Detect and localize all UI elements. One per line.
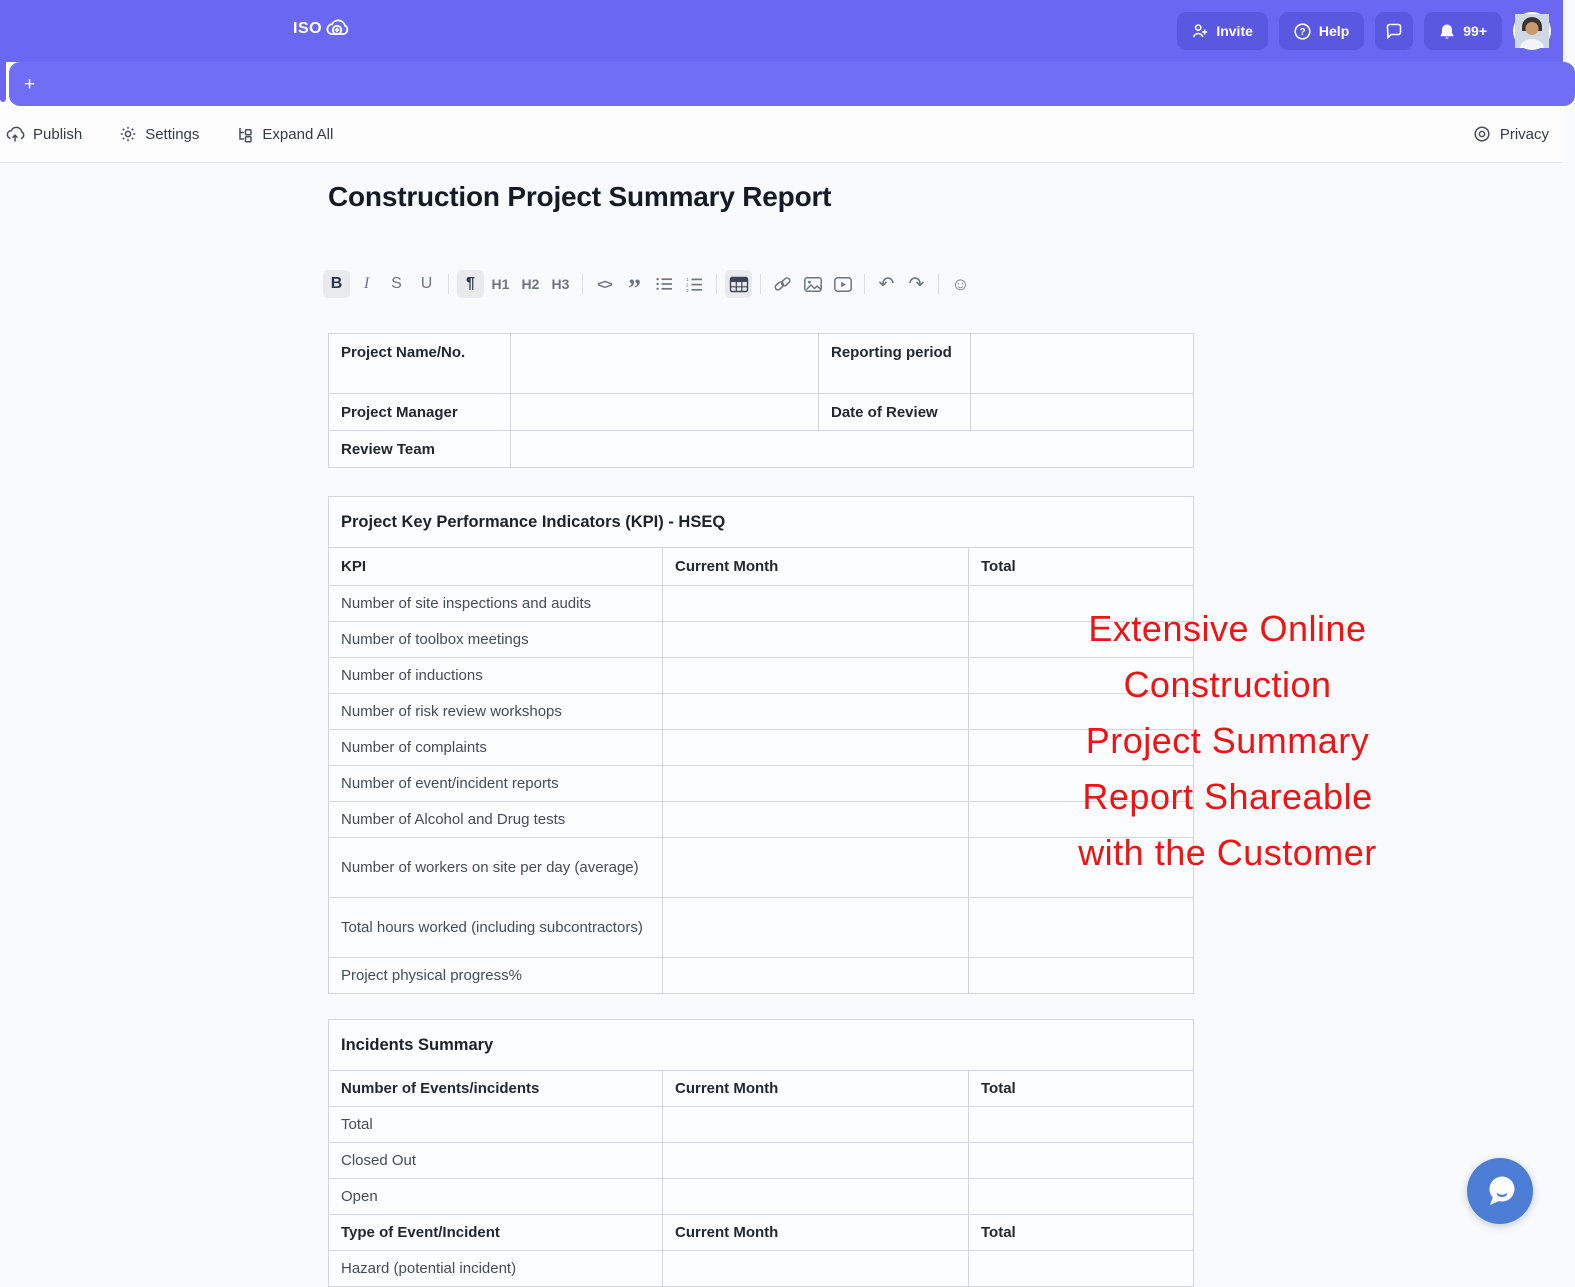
chat-bubble-icon [1385,22,1403,40]
table-row [329,1179,1194,1215]
table-row [329,1107,1194,1143]
table-row [329,622,1194,658]
gear-icon [119,125,137,143]
eye-icon [1472,126,1492,142]
annotation-line: Extensive Online [1088,608,1367,649]
toolbar-separator [864,274,865,294]
kpi-value-cell[interactable] [969,802,1194,838]
column-header: Total [969,1071,1194,1107]
column-header: Current Month [663,1215,969,1251]
kpi-label: Number of inductions [329,658,663,694]
doc-toolbar [0,106,1563,163]
rich-text-toolbar [323,270,1193,303]
toolbar-separator [938,274,939,294]
incident-label: Open [329,1179,663,1215]
table-row [329,334,1194,394]
incident-value-cell[interactable] [969,1107,1194,1143]
column-header: Total [969,548,1194,586]
column-header: Number of Events/incidents [329,1071,663,1107]
incident-label: Closed Out [329,1143,663,1179]
blockquote-button[interactable]: ” [628,274,641,303]
kpi-table-caption: Project Key Performance Indicators (KPI) - HSEQ [329,497,1194,548]
kpi-table [328,496,1194,994]
table-row [329,1251,1194,1287]
image-button[interactable] [799,270,826,298]
kpi-value-cell[interactable] [663,766,969,802]
table-header-row [329,1071,1194,1107]
column-header: Type of Event/Incident [329,1215,663,1251]
notifications-button[interactable] [1424,12,1502,50]
doc-tab-bar [0,62,1563,106]
redo-button[interactable]: ↷ [908,273,925,295]
user-avatar[interactable] [1513,12,1551,50]
new-tab-button[interactable]: + [24,73,36,95]
incident-label: Hazard (potential incident) [329,1251,663,1287]
page-title: Construction Project Summary Report [328,181,832,212]
table-row [329,394,1194,431]
person-plus-icon [1192,23,1208,39]
table-row [329,1143,1194,1179]
info-label: Reporting period [819,334,971,394]
table-row [329,730,1194,766]
annotation-line: Report Shareable [1082,776,1373,817]
annotation-line: with the Customer [1078,832,1377,873]
heading2-button[interactable]: H2 [521,276,540,292]
app-logo [293,17,353,41]
top-app-bar [0,0,1563,62]
kpi-value-cell[interactable] [663,658,969,694]
privacy-label: Privacy [1499,125,1549,143]
info-value-cell[interactable] [511,394,819,431]
table-caption-row [329,497,1194,548]
table-button[interactable] [725,270,752,298]
info-label: Date of Review [819,394,971,431]
table-caption-row [329,1020,1194,1071]
kpi-value-cell[interactable] [969,898,1194,958]
table-row [329,802,1194,838]
notifications-badge: 99+ [1463,23,1487,39]
kpi-value-cell[interactable] [969,694,1194,730]
code-button[interactable]: <> [597,276,612,292]
video-button[interactable] [829,270,856,298]
svg-text:1: 1 [686,276,689,282]
kpi-label: Number of toolbox meetings [329,622,663,658]
comments-button[interactable] [1375,12,1413,50]
heading3-button[interactable]: H3 [551,276,570,292]
chat-smiley-bubble-icon [1480,1171,1520,1211]
heading1-button[interactable]: H1 [491,276,510,292]
topbar-actions [1177,12,1563,50]
info-label: Project Name/No. [329,334,511,394]
table-row [329,431,1194,468]
info-label: Project Manager [329,394,511,431]
table-row [329,766,1194,802]
numbered-list-button[interactable] [681,270,708,298]
kpi-value-cell[interactable] [663,730,969,766]
underline-button[interactable]: U [420,275,433,292]
table-row [329,586,1194,622]
kpi-value-cell[interactable] [663,898,969,958]
annotation-line: Construction [1123,664,1332,705]
toolbar-separator [448,274,449,294]
info-value-cell[interactable] [971,394,1194,431]
kpi-label: Number of Alcohol and Drug tests [329,802,663,838]
kpi-value-cell[interactable] [969,586,1194,622]
info-value-cell[interactable] [511,334,819,394]
strikethrough-button[interactable]: S [391,275,402,292]
paragraph-button[interactable]: ¶ [457,270,484,298]
kpi-value-cell[interactable] [663,622,969,658]
incident-value-cell[interactable] [969,1251,1194,1287]
kpi-value-cell[interactable] [969,730,1194,766]
expand-tree-icon [236,126,254,143]
kpi-label: Number of risk review workshops [329,694,663,730]
column-header: Total [969,1215,1194,1251]
table-row [329,658,1194,694]
expand-all-label: Expand All [262,125,334,143]
incident-label: Total [329,1107,663,1143]
table-row [329,898,1194,958]
kpi-value-cell[interactable] [969,658,1194,694]
info-value-cell[interactable] [511,431,1194,468]
active-doc-tab[interactable] [9,62,1575,106]
settings-label: Settings [145,125,200,143]
kpi-label: Project physical progress% [329,958,663,994]
table-row [329,958,1194,994]
invite-label: Invite [1216,23,1253,39]
italic-button[interactable]: I [363,275,370,292]
chat-launcher-button[interactable] [1467,1158,1533,1224]
toolbar-separator [716,274,717,294]
kpi-value-cell[interactable] [969,838,1194,898]
annotation-line: Project Summary [1085,720,1370,761]
undo-button[interactable]: ↶ [878,273,895,295]
incident-value-cell[interactable] [663,1251,969,1287]
kpi-value-cell[interactable] [969,958,1194,994]
kpi-value-cell[interactable] [663,586,969,622]
help-label: Help [1318,23,1350,39]
publish-label: Publish [33,125,83,143]
svg-text:?: ? [1299,26,1306,38]
svg-text:2: 2 [686,281,689,287]
bell-icon [1439,23,1455,40]
help-button[interactable] [1279,12,1364,50]
incident-value-cell[interactable] [969,1179,1194,1215]
settings-button[interactable] [119,125,199,143]
kpi-label: Number of event/incident reports [329,766,663,802]
column-header: KPI [329,548,663,586]
svg-text:3: 3 [686,287,689,293]
toolbar-separator [582,274,583,294]
table-row [329,838,1194,898]
document-body [328,180,1193,1287]
column-header: Current Month [663,1071,969,1107]
kpi-value-cell[interactable] [969,766,1194,802]
incidents-table-caption: Incidents Summary [329,1020,1194,1071]
cloud-plus-icon [323,17,353,41]
info-value-cell[interactable] [971,334,1194,394]
info-label: Review Team [329,431,511,468]
kpi-label: Number of site inspections and audits [329,586,663,622]
project-info-table [328,333,1194,468]
publish-button[interactable] [5,125,82,143]
toolbar-separator [760,274,761,294]
column-header: Current Month [663,548,969,586]
kpi-label: Total hours worked (including subcontractors) [329,898,663,958]
table-header-row [329,548,1194,586]
emoji-button[interactable]: ☺ [951,273,970,294]
expand-all-button[interactable] [236,126,333,143]
bold-button[interactable]: B [323,270,350,298]
kpi-value-cell[interactable] [663,802,969,838]
table-row [329,694,1194,730]
logo-text: ISO [293,20,323,37]
help-icon [1294,23,1311,40]
publish-cloud-icon [5,125,25,143]
incident-value-cell[interactable] [663,1143,969,1179]
incident-value-cell[interactable] [969,1143,1194,1179]
kpi-value-cell[interactable] [663,694,969,730]
privacy-button[interactable] [1472,126,1549,143]
kpi-value-cell[interactable] [663,958,969,994]
kpi-label: Number of workers on site per day (average) [329,838,663,898]
incident-value-cell[interactable] [663,1179,969,1215]
bullet-list-button[interactable] [651,270,678,298]
invite-button[interactable] [1177,12,1268,50]
table-header-row [329,1215,1194,1251]
kpi-value-cell[interactable] [663,838,969,898]
link-button[interactable] [769,270,796,298]
kpi-label: Number of complaints [329,730,663,766]
incidents-table [328,1019,1194,1287]
kpi-value-cell[interactable] [969,622,1194,658]
incident-value-cell[interactable] [663,1107,969,1143]
tab-edge [0,62,6,102]
